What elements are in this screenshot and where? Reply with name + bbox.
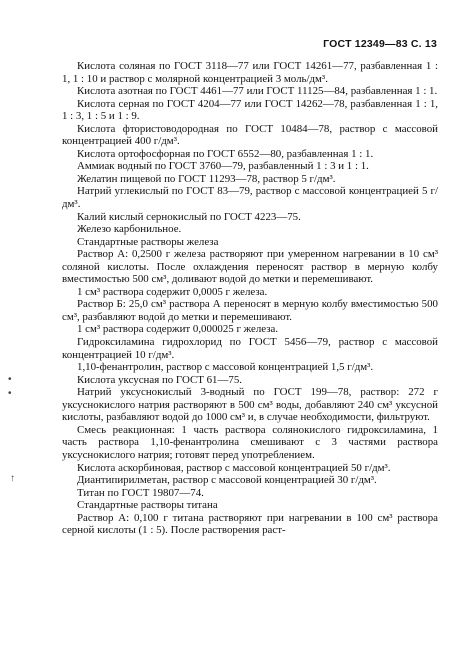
paragraph-potassium-bisulfate: Калий кислый сернокислый по ГОСТ 4223—75. [77,210,301,223]
paragraph-hydrofluoric-acid: Кислота фтористоводородная по ГОСТ 10484—78, раствор с массовой концентрацией 400 г/дм³. [62,122,438,148]
paragraph-reaction-mixture: Смесь реакционная: 1 часть раствора солянокислого гидроксиламина, 1 часть раствора 1,10-фенантролина смешивают с 3 частями раствора уксуснокислого натрия; готовят перед употреблением. [62,423,438,461]
paragraph-carbonyl-iron: Железо карбонильное. [77,223,182,236]
paragraph-titanium-solution-a: Раствор А: 0,100 г титана растворяют при нагревании в 100 см³ раствора серной кислоты (1 : 5). После растворения раст- [62,511,438,537]
paragraph-acetic-acid: Кислота уксусная по ГОСТ 61—75. [77,373,242,386]
section-heading-titanium-standards: Стандартные растворы титана [77,499,218,512]
paragraph-orthophosphoric-acid: Кислота ортофосфорная по ГОСТ 6552—80, разбавленная 1 : 1. [77,147,374,160]
paragraph-sodium-acetate: Натрий уксуснокислый 3-водный по ГОСТ 199—78, раствор: 272 г уксуснокислого натрия растворяют в 500 см³ воды, добавляют 240 см³ уксусной кислоты, разбавляют водой до 1000 см³ и, в случае необходимости, фильтруют. [62,386,438,424]
paragraph-iron-b-content: 1 см³ раствора содержит 0,000025 г железа. [77,323,279,336]
paragraph-sulfuric-acid: Кислота серная по ГОСТ 4204—77 или ГОСТ 14262—78, разбавленная 1 : 1, 1 : 3, 1 : 5 и 1 : 9. [62,97,438,123]
paragraph-iron-solution-a: Раствор А: 0,2500 г железа растворяют при умеренном нагревании в 10 см³ соляной кислоты. После охлаждения переносят раствор в мерную колбу вместимостью 500 см³, доливают водой до метки и перемешивают. [62,248,438,286]
paragraph-sodium-carbonate: Натрий углекислый по ГОСТ 83—79, раствор с массовой концентрацией 5 г/дм³. [62,185,438,211]
paragraph-nitric-acid: Кислота азотная по ГОСТ 4461—77 или ГОСТ 11125—84, разбавленная 1 : 1. [77,85,438,98]
paragraph-hydrochloric-acid: Кислота соляная по ГОСТ 3118—77 или ГОСТ 14261—77, разбавленная 1 : 1, 1 : 10 и раствор с молярной концентрацией 3 моль/дм³. [62,60,438,85]
paragraph-hydroxylamine: Гидроксиламина гидрохлорид по ГОСТ 5456—79, раствор с массовой концентрацией 10 г/дм³. [62,336,438,361]
paragraph-ammonia: Аммиак водный по ГОСТ 3760—79, разбавленный 1 : 3 и 1 : 1. [77,160,369,173]
paragraph-diantipyrylmethane: Диантипирилметан, раствор с массовой концентрацией 30 г/дм³. [77,474,377,487]
body-text [62,60,438,537]
section-heading-iron-standards: Стандартные растворы железа [77,235,219,248]
margin-mark: • [8,388,12,399]
margin-mark: • [8,374,12,385]
paragraph-gelatin: Желатин пищевой по ГОСТ 11293—78, раствор 5 г/дм³. [77,172,336,185]
paragraph-ascorbic-acid: Кислота аскорбиновая, раствор с массовой концентрацией 50 г/дм³. [77,461,391,474]
paragraph-titanium: Титан по ГОСТ 19807—74. [77,486,204,499]
paragraph-iron-a-content: 1 см³ раствора содержит 0,0005 г железа. [77,285,268,298]
page-header: ГОСТ 12349—83 С. 13 [323,38,437,50]
margin-mark: ↑ [10,473,15,484]
paragraph-phenanthroline: 1,10-фенантролин, раствор с массовой концентрацией 1,5 г/дм³. [77,361,374,374]
paragraph-iron-solution-b: Раствор Б: 25,0 см³ раствора А переносят в мерную колбу вместимостью 500 см³, разбавляют водой до метки и перемешивают. [62,298,438,323]
